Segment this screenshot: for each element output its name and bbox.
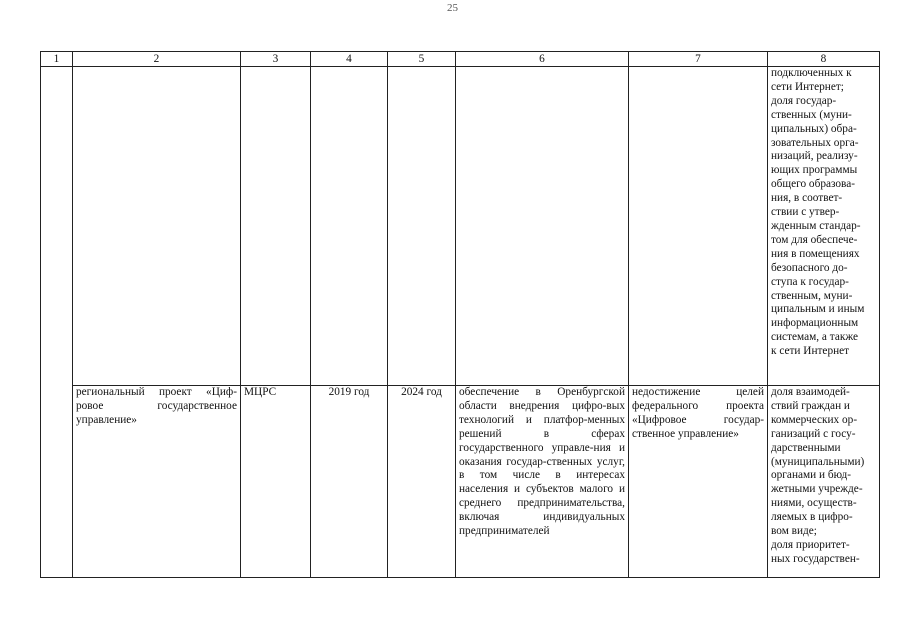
cell-number <box>41 67 73 578</box>
header-cell-6: 6 <box>456 52 629 67</box>
header-cell-5: 5 <box>388 52 456 67</box>
table-row <box>41 67 880 386</box>
measures-table <box>40 51 880 578</box>
cell-indicators: подключенных к сети Интернет; доля государ- ственных (муни- ципальных) обра- зовательных орга- низаций, реализу- ющих программы общего образова- ния, в соответ- ствии с утвер- жденным стандар- том для обеспече- ния в помещениях безопасного до- ступа к государ- ственным, муни- ципальным и иным информационным системам, а также к сети Интернет <box>768 67 880 386</box>
cell-end-year <box>388 67 456 386</box>
header-cell-1: 1 <box>41 52 73 67</box>
header-cell-2: 2 <box>73 52 241 67</box>
header-cell-8: 8 <box>768 52 880 67</box>
cell-consequences <box>629 67 768 386</box>
header-cell-7: 7 <box>629 52 768 67</box>
cell-project-name <box>73 67 241 386</box>
cell-executor: МЦРС <box>241 386 311 578</box>
cell-project-name: региональный проект «Циф-ровое государственное управление» <box>73 386 241 578</box>
cell-expected-result: обеспечение в Оренбургской области внедрения цифро-вых технологий и платфор-менных решений в сферах государственного управле-ния и оказания государ-ственных услуг, в том числе в интересах населения и субъектов малого и среднего предпринимательства, включая индивидуальных предпринимателей <box>456 386 629 578</box>
cell-expected-result <box>456 67 629 386</box>
header-cell-3: 3 <box>241 52 311 67</box>
cell-consequences: недостижение целей федерального проекта «Цифровое государ-ственное управление» <box>629 386 768 578</box>
table-row <box>41 386 880 578</box>
header-row <box>41 52 880 67</box>
cell-executor <box>241 67 311 386</box>
page-number: 25 <box>447 2 458 14</box>
cell-indicators: доля взаимодей- ствий граждан и коммерческих ор- ганизаций с госу- дарственными (муниципальными) органами и бюд- жетными учрежде- ниями, осуществ- ляемых в цифро- вом виде; доля приоритет- ных государствен- <box>768 386 880 578</box>
cell-start-year: 2019 год <box>311 386 388 578</box>
cell-start-year <box>311 67 388 386</box>
header-cell-4: 4 <box>311 52 388 67</box>
cell-end-year: 2024 год <box>388 386 456 578</box>
